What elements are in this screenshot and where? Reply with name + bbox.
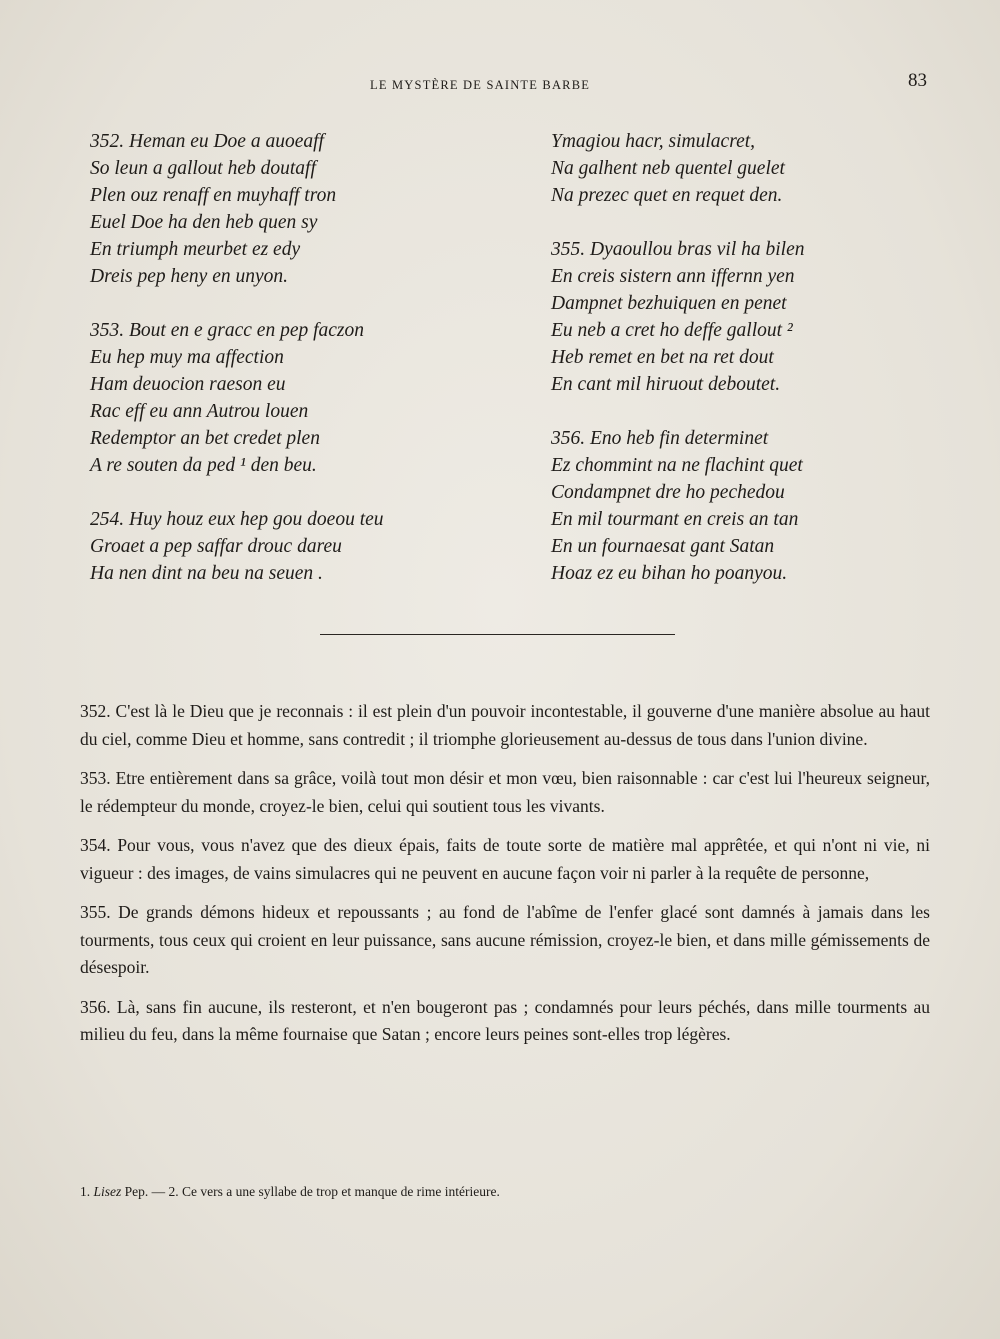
footnotes [80,1184,930,1200]
verse-line: Groaet a pep saffar drouc dareu [90,536,342,557]
verse-line: Ham deuocion raeson eu [90,374,286,395]
verse-line: Eu neb a cret ho deffe gallout ² [551,320,793,341]
stanza [551,425,971,587]
verse-line: 254. Huy houz eux hep gou doeou teu [90,509,384,530]
translation-paragraph: 353. Etre entièrement dans sa grâce, voilà tout mon désir et mon vœu, bien raisonnable : car c'est lui l'heureux seigneur, le rédempteur du monde, croyez-le bien, celui qui soutient tous les vivants. [80,768,930,816]
translation-paragraph: 356. Là, sans fin aucune, ils resteront, et n'en bougeront pas ; condamnés pour leurs péchés, dans mille tourments au milieu du feu, dans la même fournaise que Satan ; encore leurs peines sont-elles trop légères. [80,996,930,1044]
verse-line: En mil tourmant en creis an tan [551,509,799,530]
footnote-text: Pep. — [124,1184,166,1199]
verse-line: Ymagiou hacr, simulacret, [551,131,756,152]
translation-section [80,698,930,1061]
footnote-number: 2. [168,1184,179,1199]
stanza [90,128,510,290]
stanza [90,506,510,587]
verse-line: 352. Heman eu Doe a auoeaff [90,131,324,152]
page-number: 83 [908,70,927,91]
verse-line: A re souten da ped ¹ den beu. [90,455,317,476]
stanza [551,128,971,209]
verse-line: En un fournaesat gant Satan [551,536,775,557]
verse-line: So leun a gallout heb doutaff [90,158,316,179]
verse-line: Rac eff eu ann Autrou louen [90,401,309,422]
verse-line: Ha nen dint na beu na seuen . [90,563,323,584]
verse-line: Plen ouz renaff en muyhaff tron [90,185,337,206]
verse-line: Eu hep muy ma affection [90,347,284,368]
running-title: LE MYSTÈRE DE SAINTE BARBE [370,78,591,92]
verse-line: Dreis pep heny en unyon. [90,266,289,287]
translation-paragraph: 355. De grands démons hideux et repoussants ; au fond de l'abîme de l'enfer glacé sont damnés à jamais dans les tourments, tous ceux qui croient en leur puissance, sans aucune rémission, croyez-le bien, et dans mille gémissements de désespoir. [80,902,930,977]
verse-line: Na galhent neb quentel guelet [551,158,785,179]
verse-line: Ez chommint na ne flachint quet [551,455,803,476]
page-header [0,70,1000,98]
translation-paragraph: 354. Pour vous, vous n'avez que des dieux épais, faits de toute sorte de matière mal apprêtée, et qui n'ont ni vie, ni vigueur : des images, de vains simulacres qui ne peuvent en aucune façon voir ni parler à la requête de personne, [80,835,930,883]
verse-line: Redemptor an bet credet plen [90,428,320,449]
verse-line: En creis sistern ann iffernn yen [551,266,795,287]
verse-line: Euel Doe ha den heb quen sy [90,212,318,233]
footnote-number: 1. [80,1184,91,1199]
verse-line: Heb remet en bet na ret dout [551,347,774,368]
verse-line: En triumph meurbet ez edy [90,239,301,260]
verse-column-right [551,128,971,614]
verse-line: 356. Eno heb fin determinet [551,428,769,449]
verse-line: Dampnet bezhuiquen en penet [551,293,787,314]
footnote-word: Lisez [93,1184,122,1199]
verse-line: En cant mil hiruout deboutet. [551,374,781,395]
verse-column-left [90,128,510,614]
separator-rule [320,634,675,635]
verse-line: Condampnet dre ho pechedou [551,482,785,503]
verse-line: 355. Dyaoullou bras vil ha bilen [551,239,805,260]
footnote-text: Ce vers a une syllabe de trop et manque de rime intérieure. [182,1184,500,1199]
translation-paragraph: 352. C'est là le Dieu que je reconnais : il est plein d'un pouvoir incontestable, il gouverne d'une manière absolue au haut du ciel, comme Dieu et homme, sans contredit ; il triomphe glorieusement au-dessus de tous dans l'union divine. [80,701,930,749]
verse-line: 353. Bout en e gracc en pep faczon [90,320,365,341]
verse-line: Hoaz ez eu bihan ho poanyou. [551,563,788,584]
stanza [90,317,510,479]
stanza [551,236,971,398]
verse-line: Na prezec quet en requet den. [551,185,783,206]
